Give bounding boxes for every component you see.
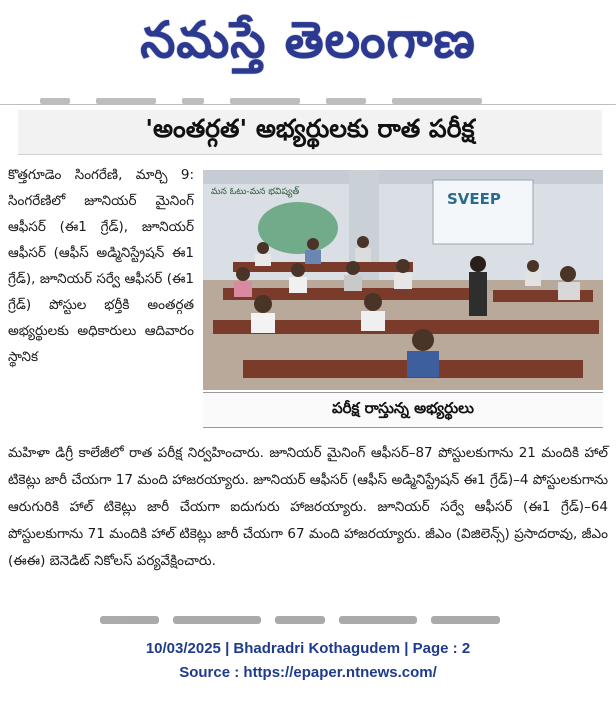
footer-date-line: 10/03/2025 | Bhadradri Kothagudem | Page : 2 [145, 640, 471, 657]
article-paragraph-column: కొత్తగూడెం సింగరేణి, మార్చి 9: సింగరేణిలో జూనియర్ మైనింగ్ ఆఫీసర్ (ఈ1 గ్రేడ్), జూనియర్ ఆఫీసర్ (ఆఫీస్ అడ్మినిస్ట్రేషన్ ఈ1 గ్రేడ్), జూనియర్ సర్వే ఆఫీసర్ (ఈ1 గ్రేడ్) పోస్టుల భర్తీకి అంతర్గత అభ్యర్థులకు అధికారులు ఆదివారం స్థానిక [8, 167, 194, 365]
masthead-logo: నమస్తే తెలంగాణ [140, 10, 476, 69]
headline-box [18, 110, 602, 155]
headline: 'అంతర్గత' అభ్యర్థులకు రాత పరీక్ష [145, 114, 475, 143]
article-paragraph-full: మహిళా డిగ్రీ కాలేజీలో రాత పరీక్ష నిర్వహించారు. జూనియర్ మైనింగ్ ఆఫీసర్–87 పోస్టులకుగాను 21 మందికి హాల్ టికెట్లు జారీ చేయగా 17 మంది హాజరయ్యారు. జూనియర్ ఆఫీసర్ (ఆఫీస్ అడ్మినిస్ట్రేషన్ ఈ1 గ్రేడ్)–4 పోస్టులకుగాను ఆరుగురికి హాల్ టికెట్లు జారీ చేయగా ఐదుగురు హాజరయ్యారు. జూనియర్ సర్వే ఆఫీసర్ (ఈ1 గ్రేడ్)–64 పోస్టులకుగాను 71 మందికి హాల్ టికెట్లు జారీ చేయగా 67 మంది హాజరయ్యారు. జీఎం (విజిలెన్స్) ప్రసాదరావు, జీఎం (ఈఈ) బెనెడిట్ నికోలస్ పర్యవేక్షించారు. [8, 445, 608, 569]
banner-title: SVEEP [447, 190, 501, 208]
article-column [8, 162, 194, 370]
photo-caption: పరీక్ష రాస్తున్న అభ్యర్థులు [203, 392, 603, 428]
divider [0, 104, 616, 105]
clipped-next-headline [100, 616, 500, 626]
article-body [8, 440, 608, 575]
news-photo [203, 170, 603, 390]
wall-slogan: మన ఓటు-మన భవిష్యత్ [211, 187, 300, 197]
masthead [0, 0, 616, 92]
exam-hall-illustration [203, 170, 603, 390]
footer-source-line: Source : https://epaper.ntnews.com/ [179, 664, 437, 681]
